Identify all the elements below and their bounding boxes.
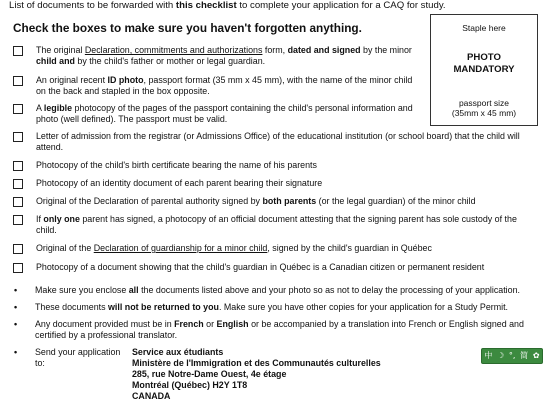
address-line: Ministère de l'Immigration et des Communautés culturelles [132, 358, 381, 368]
address-line: Montréal (Québec) H2Y 1T8 [132, 380, 248, 390]
text-part: . Make sure you have other copies for your application for a Study Permit. [218, 302, 509, 312]
text-part: or be accompanied by a translation into French or English signed and certified by a professional translator. [35, 319, 524, 340]
text-part: photocopy of the pages of the passport containing the child's personal information and photo (well defined). The passport must be valid. [36, 103, 413, 124]
checkbox-guardianship[interactable] [13, 244, 23, 254]
guardianship-link-text: Declaration of guardianship for a minor child [93, 243, 268, 253]
note-language [14, 319, 534, 341]
checklist-item-text: Photocopy of the child's birth certificate bearing the name of his parents [36, 160, 317, 170]
staple-label: Staple here [462, 23, 506, 33]
photo-label: PHOTO [467, 52, 501, 63]
send-application-row [14, 347, 381, 402]
note-text [35, 285, 520, 296]
intro-prefix: List of documents to be forwarded with [9, 0, 176, 11]
bullet-icon: • [14, 319, 18, 329]
page-heading: Check the boxes to make sure you haven't forgotten anything. [13, 21, 362, 35]
checkbox-passport[interactable] [13, 104, 23, 114]
note-text [35, 302, 508, 313]
flower-icon[interactable]: ✿ [532, 351, 540, 360]
checklist-item-text: Letter of admission from the registrar (or Admissions Office) of the educational institution (or school board) that the child will attend. [36, 131, 520, 152]
note-enclose-all [14, 285, 534, 296]
checklist-item-text [36, 75, 423, 97]
checkbox-sole-custody[interactable] [13, 215, 23, 225]
text-part: An original recent [36, 75, 108, 85]
text-part: , signed by the child's guardian in Québec [267, 243, 432, 253]
photo-mandatory-label [431, 52, 537, 76]
text-part: Original of the [36, 243, 94, 253]
text-part: by the child's father or mother or legal guardian. [74, 56, 266, 66]
intro-suffix: to complete your application for a CAQ for study. [236, 0, 446, 11]
mandatory-label: MANDATORY [453, 64, 515, 75]
punctuation-icon[interactable]: °, [508, 351, 516, 360]
text-part-bold: dated and signed [287, 45, 361, 55]
checklist-item-text [36, 196, 538, 207]
checklist-item-text [36, 103, 423, 125]
text-part: The original [36, 45, 85, 55]
checkbox-guardian-citizenship[interactable] [13, 263, 23, 273]
text-part: by the minor [360, 45, 412, 55]
text-part-bold: will not be returned to you [108, 302, 219, 312]
size-line-1: passport size [458, 98, 510, 108]
text-part: If [36, 214, 44, 224]
text-part: A [36, 103, 44, 113]
checklist-item-declaration [13, 45, 423, 67]
address-line: Service aux étudiants [132, 347, 224, 357]
text-part: or [203, 319, 217, 329]
bullet-icon: • [14, 347, 18, 357]
bullet-icon: • [14, 285, 18, 295]
mailing-address [132, 347, 381, 402]
checkbox-admission-letter[interactable] [13, 132, 23, 142]
declaration-link-text: Declaration, commitments and authorizations [84, 45, 263, 55]
checklist-item-guardianship [13, 243, 538, 254]
photo-staple-box [430, 14, 538, 126]
text-part-bold: only one [43, 214, 80, 224]
moon-icon[interactable]: ☽ [497, 351, 505, 360]
ime-toolbar[interactable] [481, 348, 543, 364]
address-line: CANADA [132, 391, 171, 401]
simplified-icon[interactable]: 简 [520, 351, 529, 360]
text-part: Make sure you enclose [35, 285, 129, 295]
send-label [14, 347, 132, 402]
text-part: , passport format (35 mm x 45 mm), with the name of the minor child on the back and stapled in the box opposite. [36, 75, 413, 96]
checkbox-id-photo[interactable] [13, 76, 23, 86]
text-part: These documents [35, 302, 109, 312]
text-part-bold: child and [36, 56, 75, 66]
checklist-item-admission-letter [13, 131, 538, 153]
checkbox-parent-id[interactable] [13, 179, 23, 189]
text-part: form, [262, 45, 288, 55]
send-label-text: Send your application to: [35, 347, 121, 368]
photo-size-label [431, 98, 537, 118]
text-part-bold: all [128, 285, 139, 295]
text-part: Original of the Declaration of parental authority signed by [36, 196, 263, 206]
text-part: Any document provided must be in [35, 319, 175, 329]
text-part-bold: ID photo [107, 75, 144, 85]
checklist-item-birth-certificate [13, 160, 538, 171]
checkbox-declaration[interactable] [13, 46, 23, 56]
note-text [35, 319, 534, 341]
text-part-bold: French [174, 319, 204, 329]
size-line-2: (35mm x 45 mm) [451, 108, 517, 118]
text-part: parent has signed, a photocopy of an official document attesting that the signing parent has sole custody of the child. [36, 214, 517, 235]
intro-bold: this checklist [175, 0, 237, 11]
checklist-item-text [36, 45, 423, 67]
text-part-bold: English [216, 319, 249, 329]
checklist-item-text: Photocopy of a document showing that the child's guardian in Québec is a Canadian citizen or permanent resident [36, 262, 485, 272]
intro-text [9, 0, 529, 12]
checkbox-parental-authority[interactable] [13, 197, 23, 207]
checklist-item-sole-custody [13, 214, 538, 236]
note-not-returned [14, 302, 534, 313]
chinese-input-icon[interactable]: 中 [484, 351, 493, 360]
checklist-item-text: Photocopy of an identity document of each parent bearing their signature [36, 178, 323, 188]
checklist-item-parental-authority [13, 196, 538, 207]
bullet-icon: • [14, 302, 18, 312]
checkbox-birth-certificate[interactable] [13, 161, 23, 171]
checklist-item-text [36, 214, 538, 236]
text-part-bold: legible [43, 103, 73, 113]
text-part-bold: both parents [262, 196, 317, 206]
checklist-item-passport [13, 103, 423, 125]
text-part: the documents listed above and your photo so as not to delay the processing of your application. [138, 285, 520, 295]
checklist-item-id-photo [13, 75, 423, 97]
checklist-item-guardian-citizenship [13, 262, 538, 273]
address-line: 285, rue Notre-Dame Ouest, 4e étage [132, 369, 287, 379]
text-part: (or the legal guardian) of the minor child [316, 196, 476, 206]
checklist-item-text [36, 243, 538, 254]
checklist-item-parent-id [13, 178, 538, 189]
